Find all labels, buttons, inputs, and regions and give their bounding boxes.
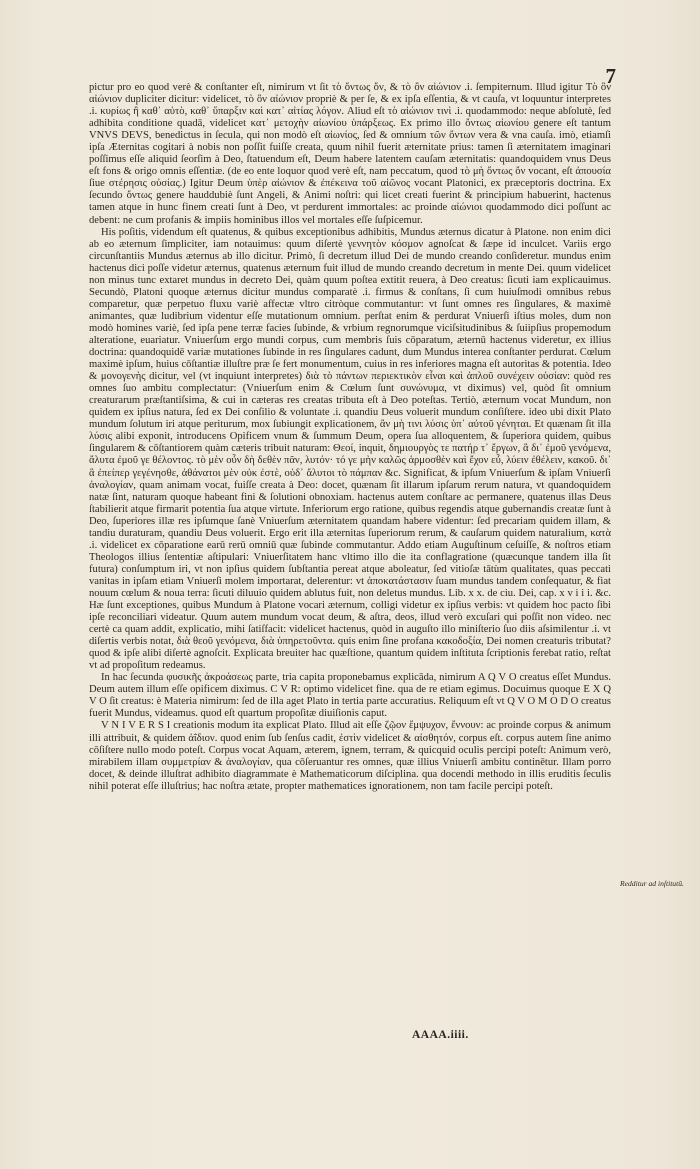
paragraph: In hac ſecunda φυσικῆς ἀκροάσεως parte, tria capita proponebamus explicāda, nimirum A Q V O creatus eſſet Mundus. Deum autem illum eſſe opificem diximus. C V R: optimo videlicet fine. qua de re etiam egimus. Docuimus quoque E X Q V O ſit creatus: è Materia nimirum: ſed de illa aget Plato in tertia parte accuratius. Reliquum eſt vt Q V O M O D O creatus fuerit Mundus, videamus. quod eſt quartum propoſitæ diuiſionis caput. [89, 672, 611, 720]
page-number: 7 [605, 64, 616, 88]
signature-mark: AAAA.iiii. [412, 1029, 469, 1041]
body-text [89, 82, 611, 793]
paragraph: V N I V E R S I creationis modum ita explicat Plato. Illud ait eſſe ζῷον ἔμψυχον, ἔννουν: ac proinde corpus & animum illi attribuit, & quidem ἀΐδιον. quod enim ſub ſenſus cadit, ἐστὶν videlicet & αἰσθητόν, corpus eſt. corpus autem ſine animo cōſiſtere nullo modo poteſt. Corpus vocat Aquam, æterem, ignem, terram, & quicquid oculis percipi poteſt: Animum verò, mirabilem illam συμμετρίαν & ἀναλογίαν, qua cōſeruantur res omnes, quæ illius Vniuerſi ambitu continētur. Illam porro docet, & deinde illuſtrat adhibito diagrammate è Mathematicorum diſciplina. qua docendi methodo in illis eruditis ſeculis nihil poterat eſſe illuſtrius; hac noſtra ætate, propter mathematices ignorationem, non tam facile percipi poteſt. [89, 720, 611, 792]
paragraph: pictur pro eo quod verè & conſtanter eſt, nimirum vt ſit τὸ ὄντως ὄν, & τὸ ὂν αἰώνιον .i. ſempiternum. Illud igitur Τὸ ὂν αἰώνιον dupliciter dicitur: videlicet, τὸ ὂν αἰώνιον propriè & per ſe, & ex ipſa eſſentia, & vt cauſa, vt loquuntur interpretes .i. κυρίως ἢ καθ᾽ αὑτὸ, καθ᾽ ὕπαρξιν καὶ κατ᾽ αἰτίας λόγον. Aliud eſt τὸ αἰώνιον τινὶ .i. quodammodo: neque abſolutè, ſed adhibita conditione quadā, videlicet κατ᾽ μετοχὴν αἰωνίου ὑπάρξεως. Ex primo illo ὄντως αἰωνίου genere eſt tantum VNVS DEVS, benedictus in ſecula, qui non modò eſt αἰωνίος, ſed & omnium τῶν ὄντων vera & vna cauſa. imò, etiamſi ipſa Æternitas cogitari à nobis non poſſit fuiſſe creata, quum nihil fuerit æternitate prius: tamen ſi æternitatem imaginari poſſimus eſſe aliquid ſeorſim à Deo, ſtatuendum eſt, Deum habere latentem cauſam æternitatis: quandoquidem vnus Deus eſt fons & origo omnis eſſentiæ. (de eo ente loquor quod verè eſt, nam peccatum, quod τὸ μὴ ὄντως ὄν vocant, eſt ἀπουσία ſiue στέρησις οὐσίας.) Igitur Deum ὑπὲρ αἰώνιον & ἐπέκεινα τοῦ αἰῶνος vocant Platonici, ex præceptoris doctrina. Ex ſecundo ὄντως genere hauddubiè ſunt Angeli, & Animi noſtri: qui licet creati fuerint & principium habuerint, hactenus tamen atque in hunc finem creati ſunt à Deo, vt perdurent immortales: ac proinde αἰώνιοι quodammodo dici poſſunt ac debent: ne cum profanis & impiis hominibus illos vel mortales eſſe ſuſpicemur. [89, 82, 611, 226]
marginal-note: Redditur ad inſtitutū. [620, 879, 684, 888]
paragraph: His poſitis, videndum eſt quatenus, & quibus exceptionibus adhibitis, Mundus æternus dicatur à Platone. non enim dici ab eo æternum ſimpliciter, iam notauimus: quum diſertè γεννητὸν κόσμον agnoſcat & ſæpe id inculcet. Variis ergo circunſtantiis Mundus æternus ab illo dicitur. Primò, ſi decretum illud Dei de mundo creando conſideretur. mundus enim hactenus dici poſſe videtur æternus, quatenus æternum fuit illud de mundo creando decretum in mente Dei. quum videlicet non minus tunc extaret mundus in decreto Dei, quàm quum poſtea extitit reuera, à Deo creatus: ſicuti iam explicauimus. Secundò, Platoni quoque æternus dicitur mundus comparatè .i. firmus & conſtans, ſi cum huiuſmodi omnibus rebus comparetur, quæ perpetuo fluxu variè affectæ vltro citròque commutantur: vt ſunt omnes res ſingulares, & maximè animantes, quæ ludibrium videntur eſſe mutationum omnium. perſtat enim & perdurat Vniuerſi iſtius moles, dum non modò homines variè, ſed ipſa pene terræ facies ſubinde, & vrbium regnorumque viciſsitudinibus & ſuiipſius propemodum alteratione, euariatur. Vniuerſum ergo mundi corpus, cum membris ſuis cōparatum, æternū hactenus videretur, ex illius doctrina: quandoquidē variæ mutationes ſubinde in res ſingulares cadunt, dum Mundus interea conſtanter perdurat. Cœlum maximè ipſum, huius cōſtantiæ illuſtre præ ſe fert monumentum, cuius in res inferiores magna eſt autoritas & potentia. Ideo & μονογενὴς dicitur, vel (vt inquiunt interpretes) διὰ τὸ πάντων περιεκτικὸν εἶναι καὶ ἀπλοῦ συνέχειν οὐσίαν: quòd res omnes ſuo ambitu complectatur: (Vniuerſum enim & Cœlum ſunt συνώνυμα, vt diximus) vel, quòd ſit omnium creaturarum præſtantiſsima, & cui in cæteras res creatas tributa eſt à Deo poteſtas. Tertiò, æternum vocat Mundum, non quidem ex ipſius natura, ſed ex Dei conſilio & voluntate .i. quandiu Deus voluerit mundum conſiſtere. ideo ubi dixit Plato mundum ſolutum iri atque periturum, mox ſubiungit explicationem, ἂν μὴ τινι λύσις ὑπ᾽ αὐτοῦ γένηται. Et quænam ſit illa λύσις alibi exponit, introducens Opificem vnum & ſummum Deum, opera ſua alloquentem, & ſuperiora quidem, quibus ſingularem & cōſtantiorem quàm cæteris tribuit naturam: Θεοί, inquit, δημιουργὸς τε πατήρ τ᾽ ἔργων, ἃ δι᾽ ἐμοῦ γενόμενα, ἄλυτα ἐμοῦ γε θέλοντος. τὸ μὲν οὖν δὴ δεθὲν πᾶν, λυτόν· τό γε μὴν καλῶς ἁρμοσθὲν καὶ ἔχον εὖ, λύειν ἐθέλειν, κακοῦ. δι᾽ ἃ ἐπείπερ γεγένησθε, ἀθάνατοι μὲν οὐκ ἐστὲ, οὐδ᾽ ἄλυτοι τὸ πάμπαν &c. Significat, & ipſum Vniuerſum & ipſam Vniuerſi ἀναλογίαν, quam animam vocat, fuiſſe creata à Deo: docet, quænam ſit illarum ipſarum rerum natura, vt quandoquidem natæ ſint, naturam quoque habeant fini & ſolutioni obnoxiam. hactenus autem conſtare ac permanere, quatenus illas Deus ſtabilierit atque firmarit potentia ſua atque virtute. Inferiorum ergo ratione, quibus regendis atque gubernandis creatæ ſunt à Deo, ſuperiores illæ res ipſumque ſanè Vniuerſum æternitatem quandam habere videntur: ſed precariam quidem illam, & tandiu duraturam, quandiu Deus voluerit. Ergo erit illa æternitas ſuperiorum rerum, & cauſarum quidem naturalium, κατὰ .i. videlicet ex cōparatione earū rerū omniū quæ ſubinde commutantur. Addo etiam Auguſtinum ceſuiſſe, & noſtros etiam Theologos illius ſententiæ aſtipulari: Vniuerſitatem hanc vltimo illo die ita conflagratione (quæcunque tandem illa ſit futura) conſumptum iri, vt non ipſius quidem ſubſtantia pereat atque aboleatur, ſed vitioſæ tātùm qualitates, quas peccati vanitas in ipſam etiam Vniuerſi molem importarat, delerentur: vt ἀποκατάστασιν ſuam mundus tandem conſequatur, & fiat nouum cœlum & noua terra: ſicuti diluuio quidem ablutus fuit, non deletus mundus. Lib. x x. de ciu. Dei, cap. x v i i i. &c. Hæ ſunt exceptiones, quibus Mundum à Platone vocari æternum, colligi videtur ex ipſius verbis: vt quidem hoc pacto ſibi ipſe reconciliari videatur. Quum autem mundum vocat deum, & aſtra, deos, illud verò excuſari qui poſſit non video. nec certè ca quam addit, explicatio, mihi ſatiſfacit: videlicet hactenus, quòd in auguſto illo miniſterio ſuo diis aſsimilentur .i. vt diſertis verbis notat, διὰ θεοῦ γενόμενα, διὰ ὑπηρετοῦντα. quis enim ſine profana κακοδοξία, Dei nomen creaturis tributat? quod & ipſe alibi diſertè agnoſcit. Explicata breuiter hac quæſtione, quantum quidem inſtituta ſcriptionis ferebat ratio, reſtat vt ad propoſitum redeamus. [89, 226, 611, 672]
